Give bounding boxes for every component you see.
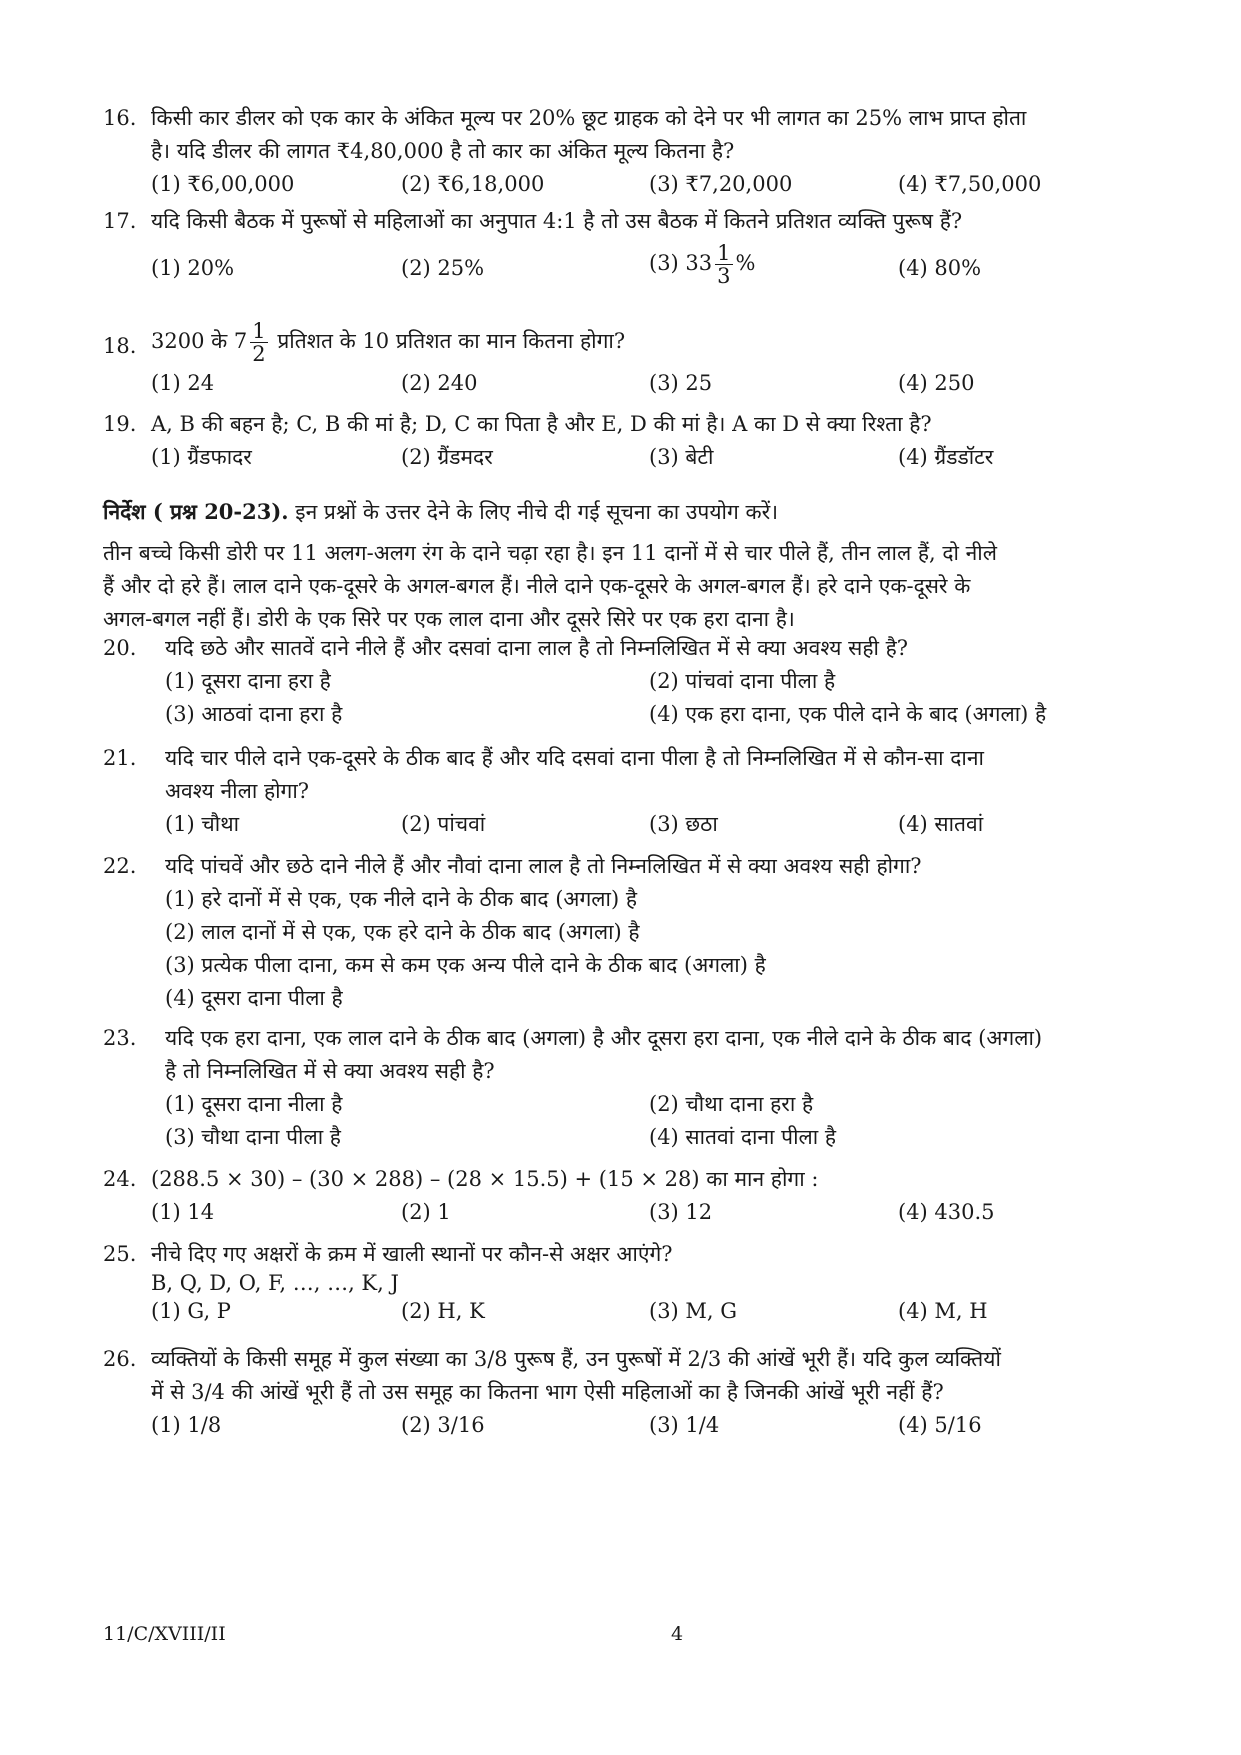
option: (1) दूसरा दाना नीला है xyxy=(165,1092,343,1116)
option: (4) ग्रैंडडॉटर xyxy=(898,445,994,469)
question-text: व्यक्तियों के किसी समूह में कुल संख्या का 3/8 पुरूष हैं, उन पुरूषों में 2/3 की आंखें भूरी हैं। यदि कुल व्यक्तियों xyxy=(151,1347,1001,1371)
direction-heading: निर्देश ( प्रश्न 20-23). इन प्रश्नों के उत्तर देने के लिए नीचे दी गई सूचना का उपयोग करें। xyxy=(103,499,779,524)
question-26 xyxy=(103,1343,1143,1442)
question-22 xyxy=(103,850,1143,1015)
question-text: यदि किसी बैठक में पुरूषों से महिलाओं का अनुपात 4:1 है तो उस बैठक में कितने प्रतिशत व्यक्ति पुरूष हैं? xyxy=(151,209,963,233)
option: (3) बेटी xyxy=(649,445,714,469)
option: (1) 20% xyxy=(151,256,235,280)
option: (2) 240 xyxy=(401,371,478,395)
question-text: (288.5 × 30) – (30 × 288) – (28 × 15.5) + (15 × 28) का मान होगा : xyxy=(151,1167,819,1191)
option: (1) दूसरा दाना हरा है xyxy=(165,669,331,693)
question-number: 17. xyxy=(103,209,137,233)
question-17 xyxy=(103,205,1143,292)
question-text: A, B की बहन है; C, B की मां है; D, C का पिता है और E, D की मां है। A का D से क्या रिश्ता है? xyxy=(151,412,932,436)
question-number: 16. xyxy=(103,106,137,130)
option: (3) आठवां दाना हरा है xyxy=(165,702,343,726)
options-row xyxy=(103,1088,1143,1121)
option: (4) 250 xyxy=(898,371,975,395)
options-row xyxy=(103,1409,1143,1442)
question-text: नीचे दिए गए अक्षरों के क्रम में खाली स्थानों पर कौन-से अक्षर आएंगे? xyxy=(151,1242,673,1266)
option: (1) G, P xyxy=(151,1299,231,1323)
direction-para: अगल-बगल नहीं हैं। डोरी के एक सिरे पर एक लाल दाना और दूसरे सिरे पर एक हरा दाना है। xyxy=(103,607,795,631)
option: (4) एक हरा दाना, एक पीले दाने के बाद (अगला) है xyxy=(649,702,1047,726)
direction-block xyxy=(103,495,1143,636)
option: (2) H, K xyxy=(401,1299,485,1323)
options-row xyxy=(103,168,1143,201)
option: (3) M, G xyxy=(649,1299,738,1323)
option: (1) 24 xyxy=(151,371,215,395)
question-number: 19. xyxy=(103,412,137,436)
option: (2) पांचवां xyxy=(401,812,486,836)
question-18 xyxy=(103,320,1143,400)
options-row xyxy=(103,1295,1143,1328)
option: (1) चौथा xyxy=(165,812,240,836)
question-23 xyxy=(103,1022,1143,1154)
option: (1) 14 xyxy=(151,1200,215,1224)
letter-series: B, Q, D, O, F, …, …, K, J xyxy=(151,1271,399,1295)
options-row xyxy=(103,367,1143,400)
page-number: 4 xyxy=(671,1623,684,1645)
option: (2) चौथा दाना हरा है xyxy=(649,1092,814,1116)
option: (3) प्रत्येक पीला दाना, कम से कम एक अन्य पीले दाने के ठीक बाद (अगला) है xyxy=(165,953,766,977)
option: (4) सातवां दाना पीला है xyxy=(649,1125,837,1149)
option: (3) चौथा दाना पीला है xyxy=(165,1125,341,1149)
option: (4) सातवां xyxy=(898,812,984,836)
options-row xyxy=(103,1121,1143,1154)
question-number: 22. xyxy=(103,854,137,878)
question-text: यदि पांचवें और छठे दाने नीले हैं और नौवां दाना लाल है तो निम्नलिखित में से क्या अवश्य सही होगा? xyxy=(165,854,922,878)
option: (3) 25 xyxy=(649,371,713,395)
question-text: है। यदि डीलर की लागत ₹4,80,000 है तो कार का अंकित मूल्य कितना है? xyxy=(151,139,735,163)
question-number: 20. xyxy=(103,636,137,660)
options-row xyxy=(103,441,1143,474)
options-row xyxy=(103,242,1143,292)
direction-para: हैं और दो हरे हैं। लाल दाने एक-दूसरे के अगल-बगल हैं। नीले दाने एक-दूसरे के अगल-बगल हैं। हरे दाने एक-दूसरे के xyxy=(103,574,971,598)
options-row xyxy=(103,698,1143,731)
option: (1) हरे दानों में से एक, एक नीले दाने के ठीक बाद (अगला) है xyxy=(165,887,637,911)
direction-para: तीन बच्चे किसी डोरी पर 11 अलग-अलग रंग के दाने चढ़ा रहा है। इन 11 दानों में से चार पीले हैं, तीन लाल हैं, दो नीले xyxy=(103,541,997,565)
option: (2) ग्रैंडमदर xyxy=(401,445,493,469)
option: (2) 25% xyxy=(401,256,485,280)
option: (4) 430.5 xyxy=(898,1200,995,1224)
option: (3) 12 xyxy=(649,1200,713,1224)
question-number: 21. xyxy=(103,746,137,770)
options-row xyxy=(103,808,1143,841)
options-row xyxy=(103,1196,1143,1229)
question-24 xyxy=(103,1163,1143,1229)
option: (2) लाल दानों में से एक, एक हरे दाने के ठीक बाद (अगला) है xyxy=(165,920,640,944)
option: (3) छठा xyxy=(649,812,718,836)
question-number: 23. xyxy=(103,1026,137,1050)
option: (3) ₹7,20,000 xyxy=(649,172,793,196)
options-row xyxy=(103,665,1143,698)
option: (4) दूसरा दाना पीला है xyxy=(165,986,343,1010)
option: (1) ₹6,00,000 xyxy=(151,172,295,196)
question-number: 18. xyxy=(103,334,137,358)
question-text: है तो निम्नलिखित में से क्या अवश्य सही है? xyxy=(165,1059,495,1083)
question-text: 3200 के 7 $\frac{1}{2}$ प्रतिशत के 10 प्रतिशत का मान कितना होगा? xyxy=(151,319,626,366)
option: (2) पांचवां दाना पीला है xyxy=(649,669,836,693)
question-text: में से 3/4 की आंखें भूरी हैं तो उस समूह का कितना भाग ऐसी महिलाओं का है जिनकी आंखें भूरी नहीं हैं? xyxy=(151,1380,944,1404)
question-19 xyxy=(103,408,1143,474)
option: (3) 1/4 xyxy=(649,1413,720,1437)
option: (4) ₹7,50,000 xyxy=(898,172,1042,196)
question-text: यदि चार पीले दाने एक-दूसरे के ठीक बाद हैं और यदि दसवां दाना पीला है तो निम्नलिखित में से कौन-सा दाना xyxy=(165,746,984,770)
question-number: 26. xyxy=(103,1347,137,1371)
option: (4) 80% xyxy=(898,256,982,280)
question-number: 25. xyxy=(103,1242,137,1266)
option: (1) 1/8 xyxy=(151,1413,222,1437)
question-25 xyxy=(103,1238,1143,1328)
question-text: यदि छठे और सातवें दाने नीले हैं और दसवां दाना लाल है तो निम्नलिखित में से क्या अवश्य सही है? xyxy=(165,636,909,660)
question-text: यदि एक हरा दाना, एक लाल दाने के ठीक बाद (अगला) है और दूसरा हरा दाना, एक नीले दाने के ठीक बाद (अगला) xyxy=(165,1026,1043,1050)
fraction: $\frac{1}{2}$ xyxy=(252,319,266,366)
option: (1) ग्रैंडफादर xyxy=(151,445,252,469)
fraction: $\frac{1}{3}$ xyxy=(717,241,731,288)
question-20 xyxy=(103,632,1143,731)
option: (2) 3/16 xyxy=(401,1413,485,1437)
option: (2) ₹6,18,000 xyxy=(401,172,545,196)
option: (4) 5/16 xyxy=(898,1413,982,1437)
question-number: 24. xyxy=(103,1167,137,1191)
question-text: किसी कार डीलर को एक कार के अंकित मूल्य पर 20% छूट ग्राहक को देने पर भी लागत का 25% लाभ प्राप्त होता xyxy=(151,106,1027,130)
question-16 xyxy=(103,102,1143,201)
question-text: अवश्य नीला होगा? xyxy=(165,779,310,803)
paper-code: 11/C/XVIII/II xyxy=(103,1623,226,1645)
option: (3) 33 $\frac{1}{3}$ % xyxy=(649,241,756,288)
question-21 xyxy=(103,742,1143,841)
option: (4) M, H xyxy=(898,1299,988,1323)
option: (2) 1 xyxy=(401,1200,451,1224)
